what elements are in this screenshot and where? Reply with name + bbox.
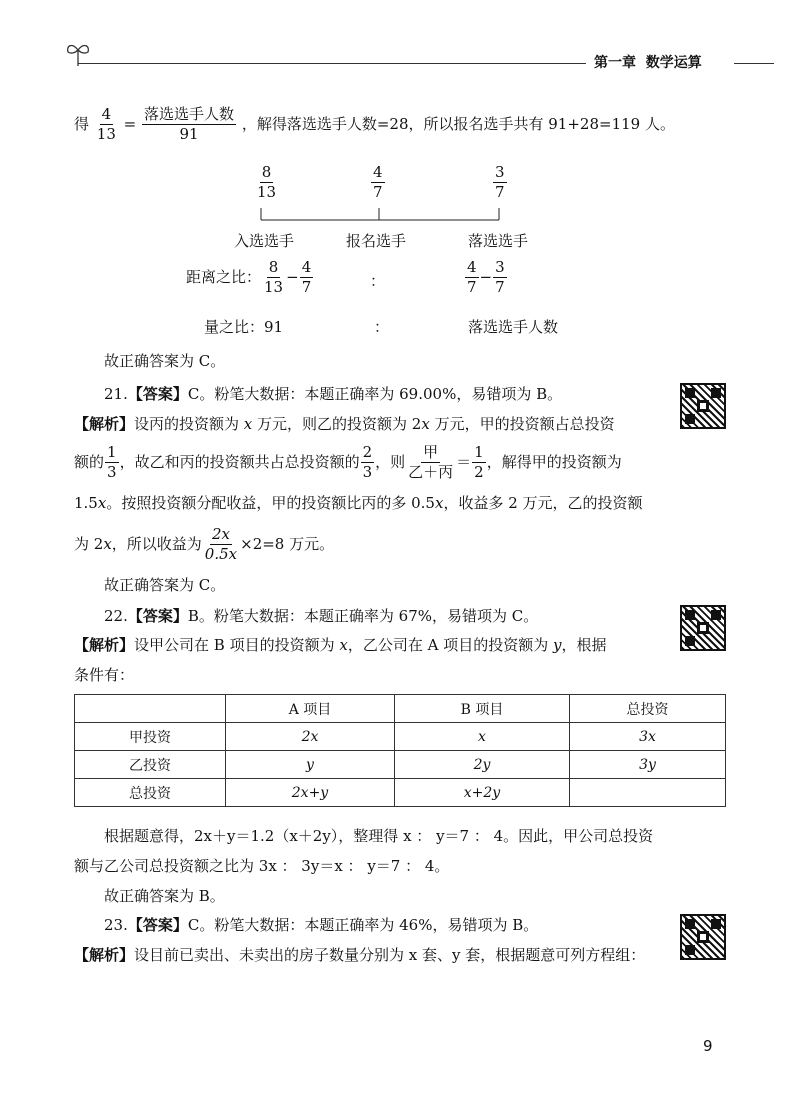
q21-analysis-line-1: 【解析】设丙的投资额为 x 万元，则乙的投资额为 2x 万元，甲的投资额占总投资 bbox=[74, 415, 615, 433]
chapter-title: 数学运算 bbox=[645, 55, 702, 71]
table-header-row: A 项目 B 项目 总投资 bbox=[75, 695, 726, 723]
header-chapter bbox=[594, 52, 702, 72]
q21-analysis-line-3: 1.5x。按照投资额分配收益，甲的投资额比丙的多 0.5x，收益多 2 万元，乙的投资额 bbox=[74, 494, 643, 512]
diagram-fraction-1: $\frac{8}{13}$ bbox=[257, 163, 277, 202]
chapter-label: 第一章 bbox=[594, 55, 636, 71]
table-row: 乙投资 y 2y 3y bbox=[75, 751, 726, 779]
q22-paragraph-2: 额与乙公司总投资额之比为 3x ： 3y＝x ： y＝7 ： 4。 bbox=[74, 857, 450, 875]
quantity-ratio-label: 量之比：91 bbox=[204, 318, 284, 336]
qr-code-icon[interactable] bbox=[680, 914, 726, 960]
page-number: 9 bbox=[703, 1037, 713, 1055]
investment-table bbox=[74, 694, 726, 807]
header-rule-right bbox=[734, 63, 774, 64]
distance-ratio-right: $\frac{4}{7}$ − $\frac{3}{7}$ bbox=[467, 258, 505, 297]
solution-line-1: 得 $\frac{4}{13}$ = $\frac{\text{落选选手人数}}{91}$ ，解得落选选手人数=28，所以报名选手共有 91+28=119 人。 bbox=[74, 105, 675, 144]
q22-heading: 22.【答案】B。粉笔大数据：本题正确率为 67%，易错项为 C。 bbox=[104, 607, 539, 625]
table-row: 总投资 2x+y x+2y bbox=[75, 779, 726, 807]
number-line bbox=[255, 206, 515, 226]
q21-heading: 21.【答案】C。粉笔大数据：本题正确率为 69.00%，易错项为 B。 bbox=[104, 385, 563, 403]
q21-analysis-line-2: 额的 $\frac{1}{3}$ ，故乙和丙的投资额共占总投资额的 $\frac{2}{3}$ ，则 $\frac{\text{甲}}{\text{乙＋丙}}$ ＝ $\frac{1}{2}$ ，解得甲的投资额为 bbox=[74, 443, 622, 482]
answer-line-20: 故正确答案为 C。 bbox=[104, 352, 226, 370]
q22-analysis-line-2: 条件有： bbox=[74, 666, 135, 684]
table-row: 甲投资 2x x 3x bbox=[75, 723, 726, 751]
diagram-fraction-3: $\frac{3}{7}$ bbox=[495, 163, 505, 202]
fraction: $\frac{\text{落选选手人数}}{91}$ bbox=[144, 105, 235, 144]
header-rule-left bbox=[78, 63, 586, 64]
q22-paragraph-1: 根据题意得，2x＋y＝1.2（x＋2y），整理得 x ： y＝7 ： 4。因此，甲公司总投资 bbox=[104, 827, 654, 845]
answer-line-21: 故正确答案为 C。 bbox=[104, 576, 226, 594]
ratio-colon: ： bbox=[374, 318, 390, 336]
q22-analysis-line-1: 【解析】设甲公司在 B 项目的投资额为 x，乙公司在 A 项目的投资额为 y，根据 bbox=[74, 636, 607, 654]
answer-line-22: 故正确答案为 B。 bbox=[104, 887, 225, 905]
q23-analysis-line-1: 【解析】设目前已卖出、未卖出的房子数量分别为 x 套、y 套，根据题意可列方程组： bbox=[74, 946, 646, 964]
quantity-ratio-right: 落选选手人数 bbox=[468, 318, 559, 336]
fraction: $\frac{4}{13}$ bbox=[96, 105, 116, 144]
q21-analysis-line-4: 为 2x，所以收益为 $\frac{2x}{0.5x}$ ×2=8 万元。 bbox=[74, 525, 335, 564]
label-selected: 入选选手 bbox=[234, 232, 295, 250]
distance-ratio-row: 距离之比： $\frac{8}{13}$ − $\frac{4}{7}$ bbox=[186, 258, 312, 297]
qr-code-icon[interactable] bbox=[680, 605, 726, 651]
diagram-fraction-2: $\frac{4}{7}$ bbox=[373, 163, 383, 202]
ratio-colon: ： bbox=[370, 272, 386, 290]
q23-heading: 23.【答案】C。粉笔大数据：本题正确率为 46%，易错项为 B。 bbox=[104, 916, 539, 934]
qr-code-icon[interactable] bbox=[680, 383, 726, 429]
label-eliminated: 落选选手 bbox=[468, 232, 529, 250]
label-registered: 报名选手 bbox=[346, 232, 407, 250]
